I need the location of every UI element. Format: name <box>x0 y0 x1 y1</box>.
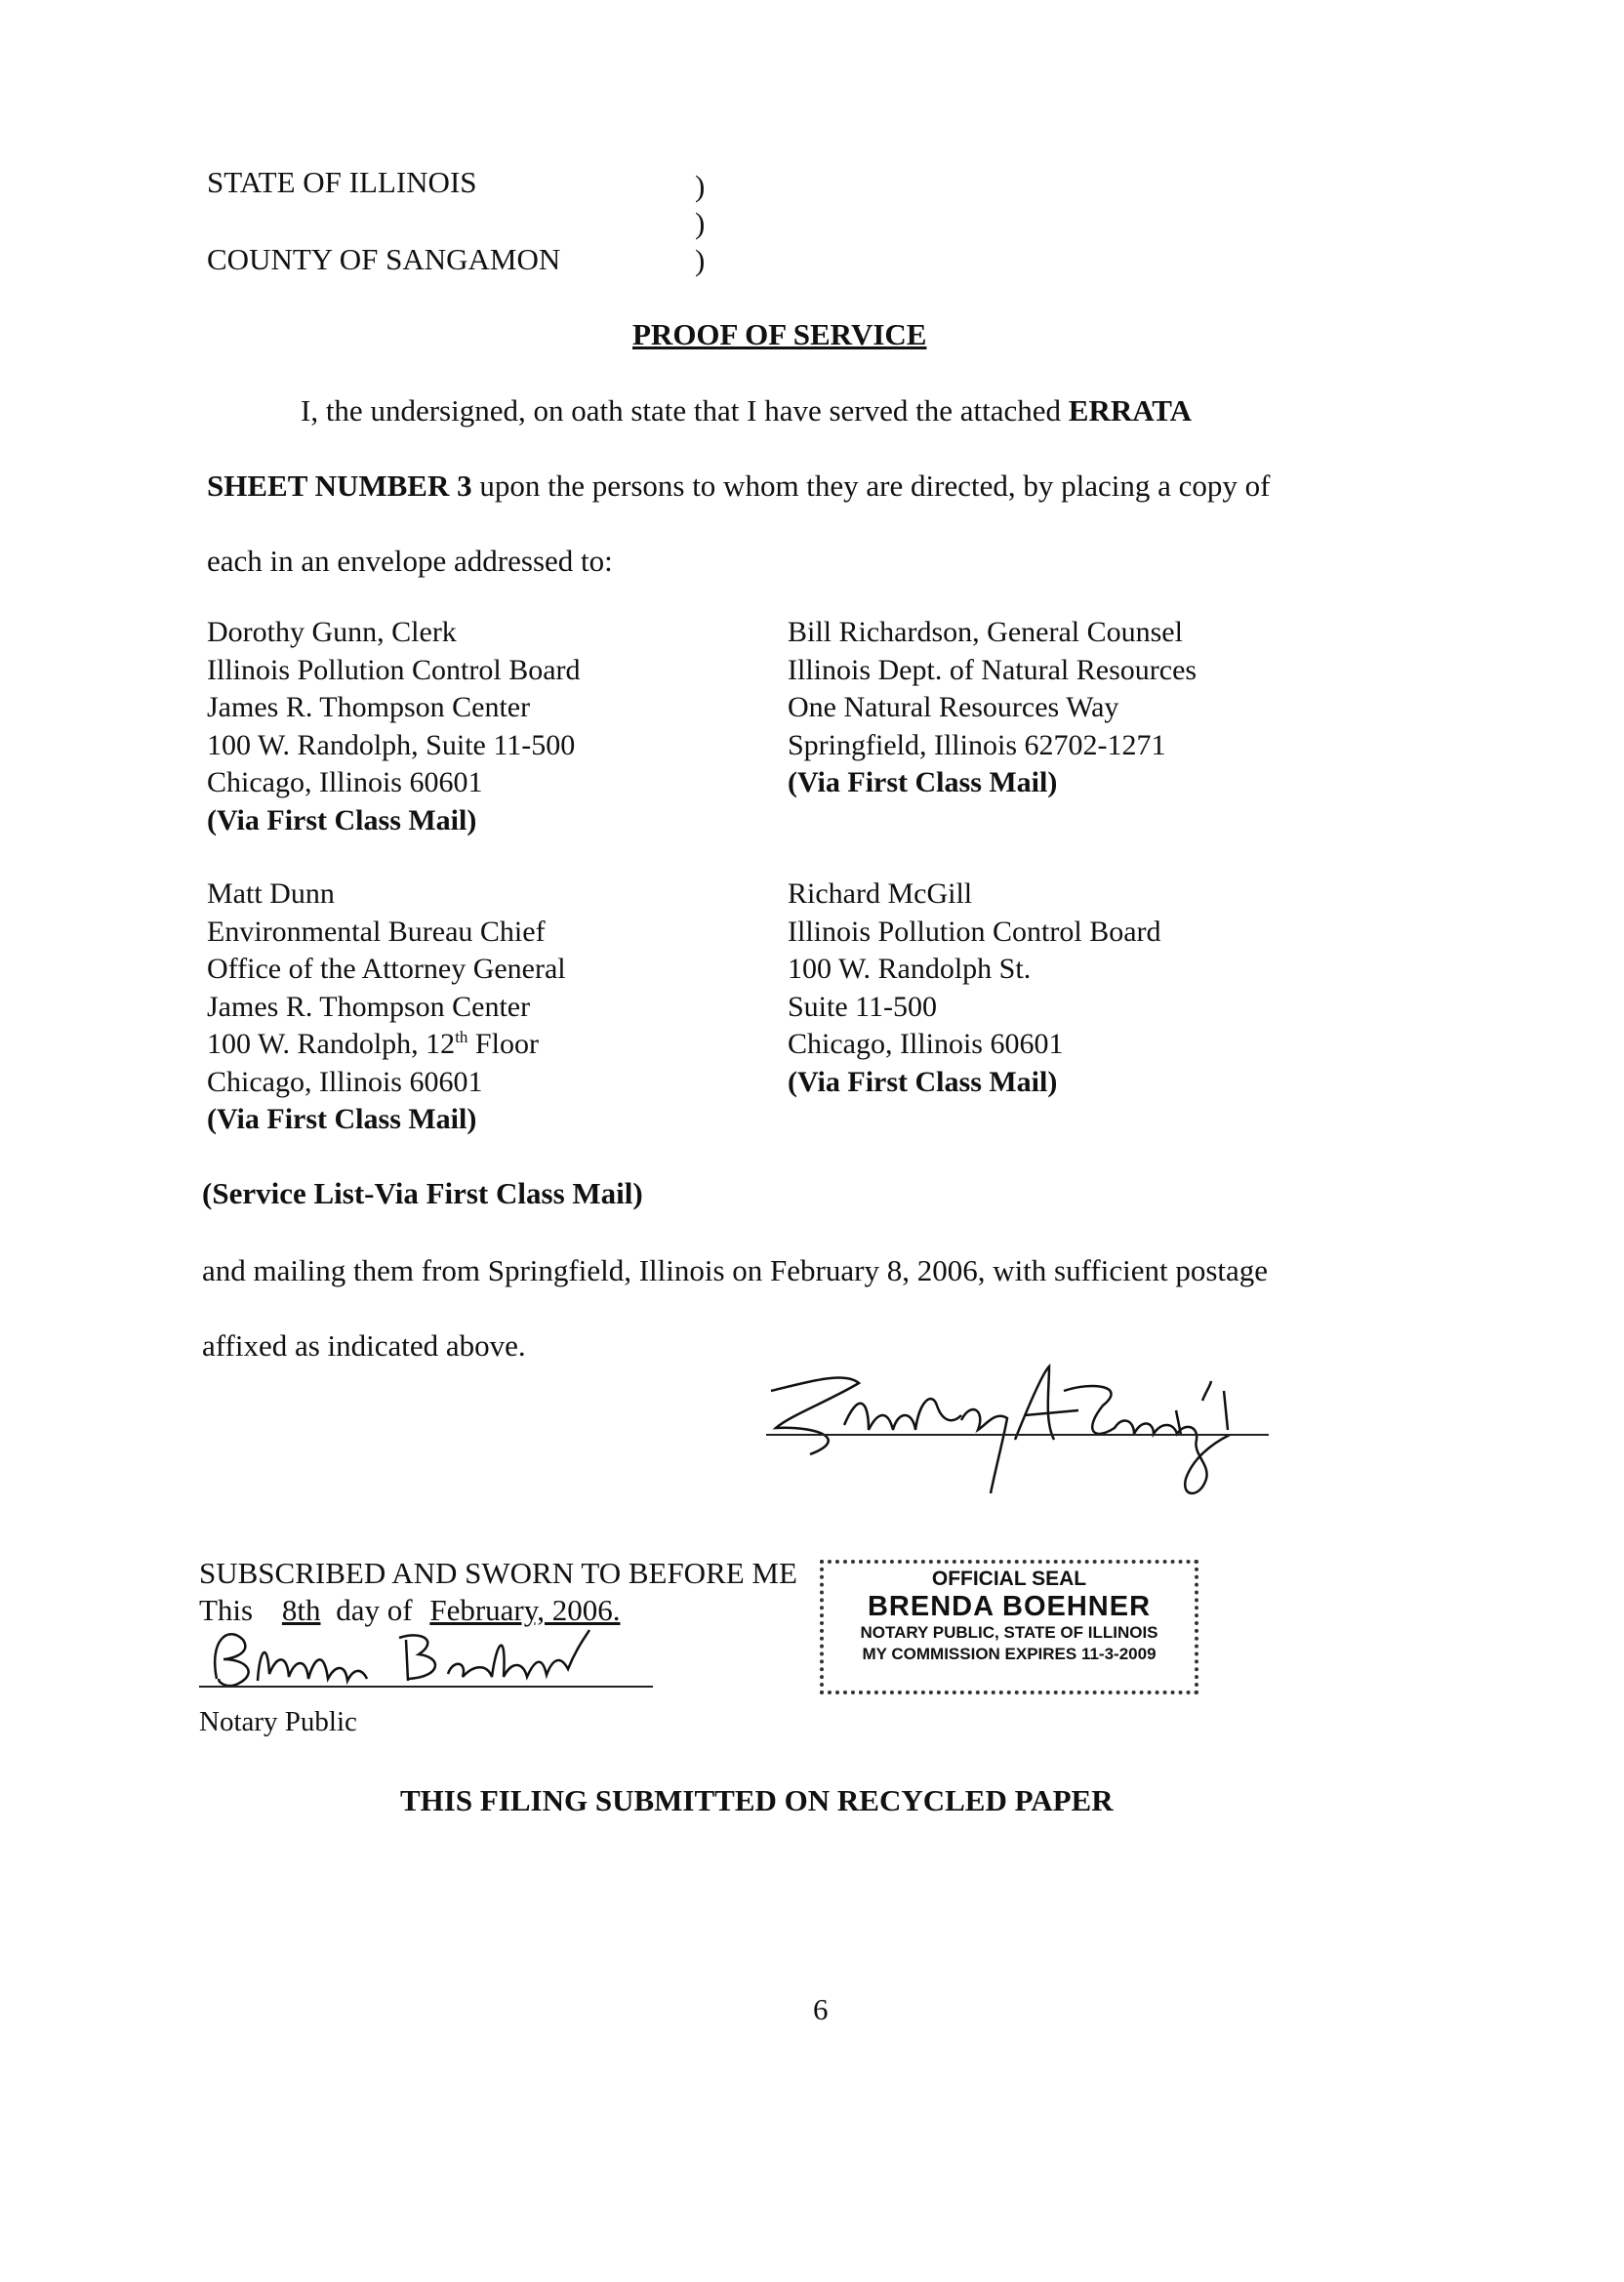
via-mail: (Via First Class Mail) <box>207 1103 477 1135</box>
intro-text: upon the persons to whom they are directed, by placing a copy of <box>471 469 1271 503</box>
official-seal-stamp <box>820 1560 1198 1694</box>
mailing-line-2: affixed as indicated above. <box>202 1328 526 1363</box>
page-number: 6 <box>813 1992 829 2026</box>
subscribed-sworn: SUBSCRIBED AND SWORN TO BEFORE ME <box>199 1556 797 1590</box>
notary-signature <box>199 1620 658 1698</box>
intro-line-1 <box>301 392 1192 429</box>
caption-parens <box>695 168 705 279</box>
recycled-paper-notice: THIS FILING SUBMITTED ON RECYCLED PAPER <box>400 1783 1114 1817</box>
notary-day: 8th <box>281 1593 321 1627</box>
intro-line-3: each in an envelope addressed to: <box>207 544 613 578</box>
address-line: 100 W. Randolph St. <box>788 953 1032 985</box>
address-line: Illinois Pollution Control Board <box>788 915 1161 948</box>
via-mail: (Via First Class Mail) <box>788 766 1058 798</box>
address-line: Chicago, Illinois 60601 <box>207 766 483 798</box>
intro-bold: ERRATA <box>1068 393 1193 428</box>
seal-title: OFFICIAL SEAL <box>931 1568 1087 1590</box>
address-line: One Natural Resources Way <box>788 691 1119 723</box>
address-line: Springfield, Illinois 62702-1271 <box>788 728 1166 761</box>
service-list-note: (Service List-Via First Class Mail) <box>202 1176 643 1210</box>
via-mail: (Via First Class Mail) <box>788 1065 1058 1098</box>
address-line: Suite 11-500 <box>788 990 938 1023</box>
address-line: Dorothy Gunn, Clerk <box>207 616 457 648</box>
address-line: Illinois Dept. of Natural Resources <box>788 653 1198 686</box>
intro-line-2 <box>207 468 1270 505</box>
via-mail: (Via First Class Mail) <box>207 803 477 836</box>
notary-day-of: day of <box>336 1593 413 1627</box>
address-line: Office of the Attorney General <box>207 953 566 985</box>
recipient-block <box>788 876 1161 1101</box>
address-line: Environmental Bureau Chief <box>207 915 546 948</box>
recipient-block <box>207 614 581 839</box>
intro-bold: SHEET NUMBER 3 <box>207 469 472 503</box>
paren: ) <box>695 206 706 240</box>
caption-state: STATE OF ILLINOIS <box>207 165 477 199</box>
paren: ) <box>695 169 706 203</box>
intro-text: I, the undersigned, on oath state that I have served the attached <box>301 393 1069 428</box>
recipient-block <box>788 614 1197 802</box>
mailing-line-1: and mailing them from Springfield, Illinois on February 8, 2006, with sufficient postage <box>202 1253 1269 1287</box>
address-line: Richard McGill <box>788 877 973 910</box>
address-line: Chicago, Illinois 60601 <box>788 1028 1064 1060</box>
address-line: Illinois Pollution Control Board <box>207 653 581 686</box>
address-line: James R. Thompson Center <box>207 990 531 1023</box>
caption-county: COUNTY OF SANGAMON <box>207 242 561 276</box>
address-text: Floor <box>467 1028 539 1060</box>
address-line: James R. Thompson Center <box>207 691 531 723</box>
affiant-signature <box>751 1332 1279 1508</box>
address-text: 100 W. Randolph, 12 <box>207 1028 456 1060</box>
seal-expiry: MY COMMISSION EXPIRES 11-3-2009 <box>862 1645 1157 1663</box>
notary-public-label: Notary Public <box>199 1706 357 1737</box>
address-line: Chicago, Illinois 60601 <box>207 1065 483 1098</box>
notary-this: This <box>199 1593 254 1627</box>
recipient-block <box>207 876 566 1139</box>
address-line: Matt Dunn <box>207 877 335 910</box>
address-line <box>207 1026 566 1064</box>
seal-name: BRENDA BOEHNER <box>867 1591 1152 1622</box>
superscript: th <box>455 1028 468 1046</box>
notary-month-year: February, 2006. <box>429 1593 621 1627</box>
paren: ) <box>695 243 706 277</box>
address-line: Bill Richardson, General Counsel <box>788 616 1183 648</box>
seal-state: NOTARY PUBLIC, STATE OF ILLINOIS <box>860 1623 1158 1642</box>
address-line: 100 W. Randolph, Suite 11-500 <box>207 728 576 761</box>
document-title: PROOF OF SERVICE <box>632 317 927 351</box>
